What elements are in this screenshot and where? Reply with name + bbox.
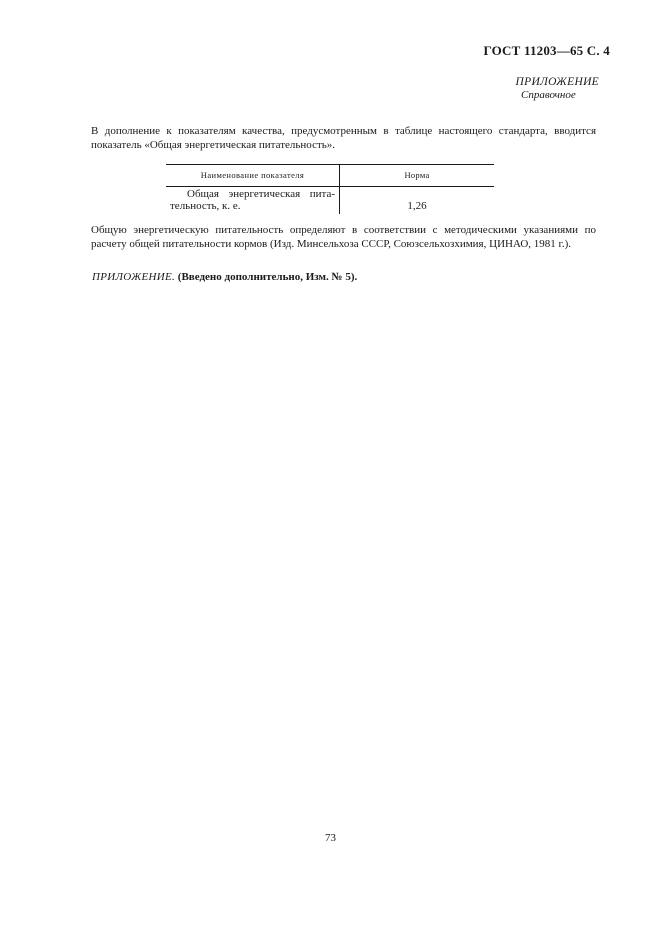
document-header-code: ГОСТ 11203—65 С. 4 bbox=[483, 43, 610, 58]
table-top-rule bbox=[166, 164, 494, 165]
method-line-2: расчету общей питательности кормов (Изд. Минсельхоза СССР, Союзсельхозхимия, ЦИНАО, 1981 г.). bbox=[91, 238, 571, 250]
indicator-table bbox=[166, 164, 494, 214]
intro-line-2: показатель «Общая энергетическая питательность». bbox=[91, 139, 336, 151]
intro-paragraph bbox=[91, 124, 596, 152]
table-cell-norm-value: 1,26 bbox=[407, 200, 427, 212]
table-header-name: Наименование показателя bbox=[200, 170, 305, 180]
page-number: 73 bbox=[325, 832, 336, 844]
table-cell-indicator-name bbox=[170, 188, 335, 212]
method-line-1: Общую энергетическую питательность определяют в соответствии с методическими указаниями по bbox=[91, 224, 596, 236]
appendix-subtitle: Справочное bbox=[521, 89, 576, 101]
amendment-note bbox=[92, 271, 357, 283]
method-paragraph bbox=[91, 223, 596, 251]
indicator-name-line-1: Общая энергетическая пита- bbox=[187, 188, 335, 200]
appendix-title: ПРИЛОЖЕНИЕ bbox=[515, 76, 599, 88]
table-header-rule bbox=[166, 186, 494, 187]
table-header-norm: Норма bbox=[404, 170, 430, 180]
amendment-note-text: (Введено дополнительно, Изм. № 5). bbox=[177, 271, 358, 283]
indicator-name-line-2: тельность, к. е. bbox=[170, 200, 241, 212]
amendment-note-label: ПРИЛОЖЕНИЕ. bbox=[92, 271, 176, 283]
intro-line-1: В дополнение к показателям качества, предусмотренным в таблице настоящего стандарта, вводится bbox=[91, 125, 596, 137]
